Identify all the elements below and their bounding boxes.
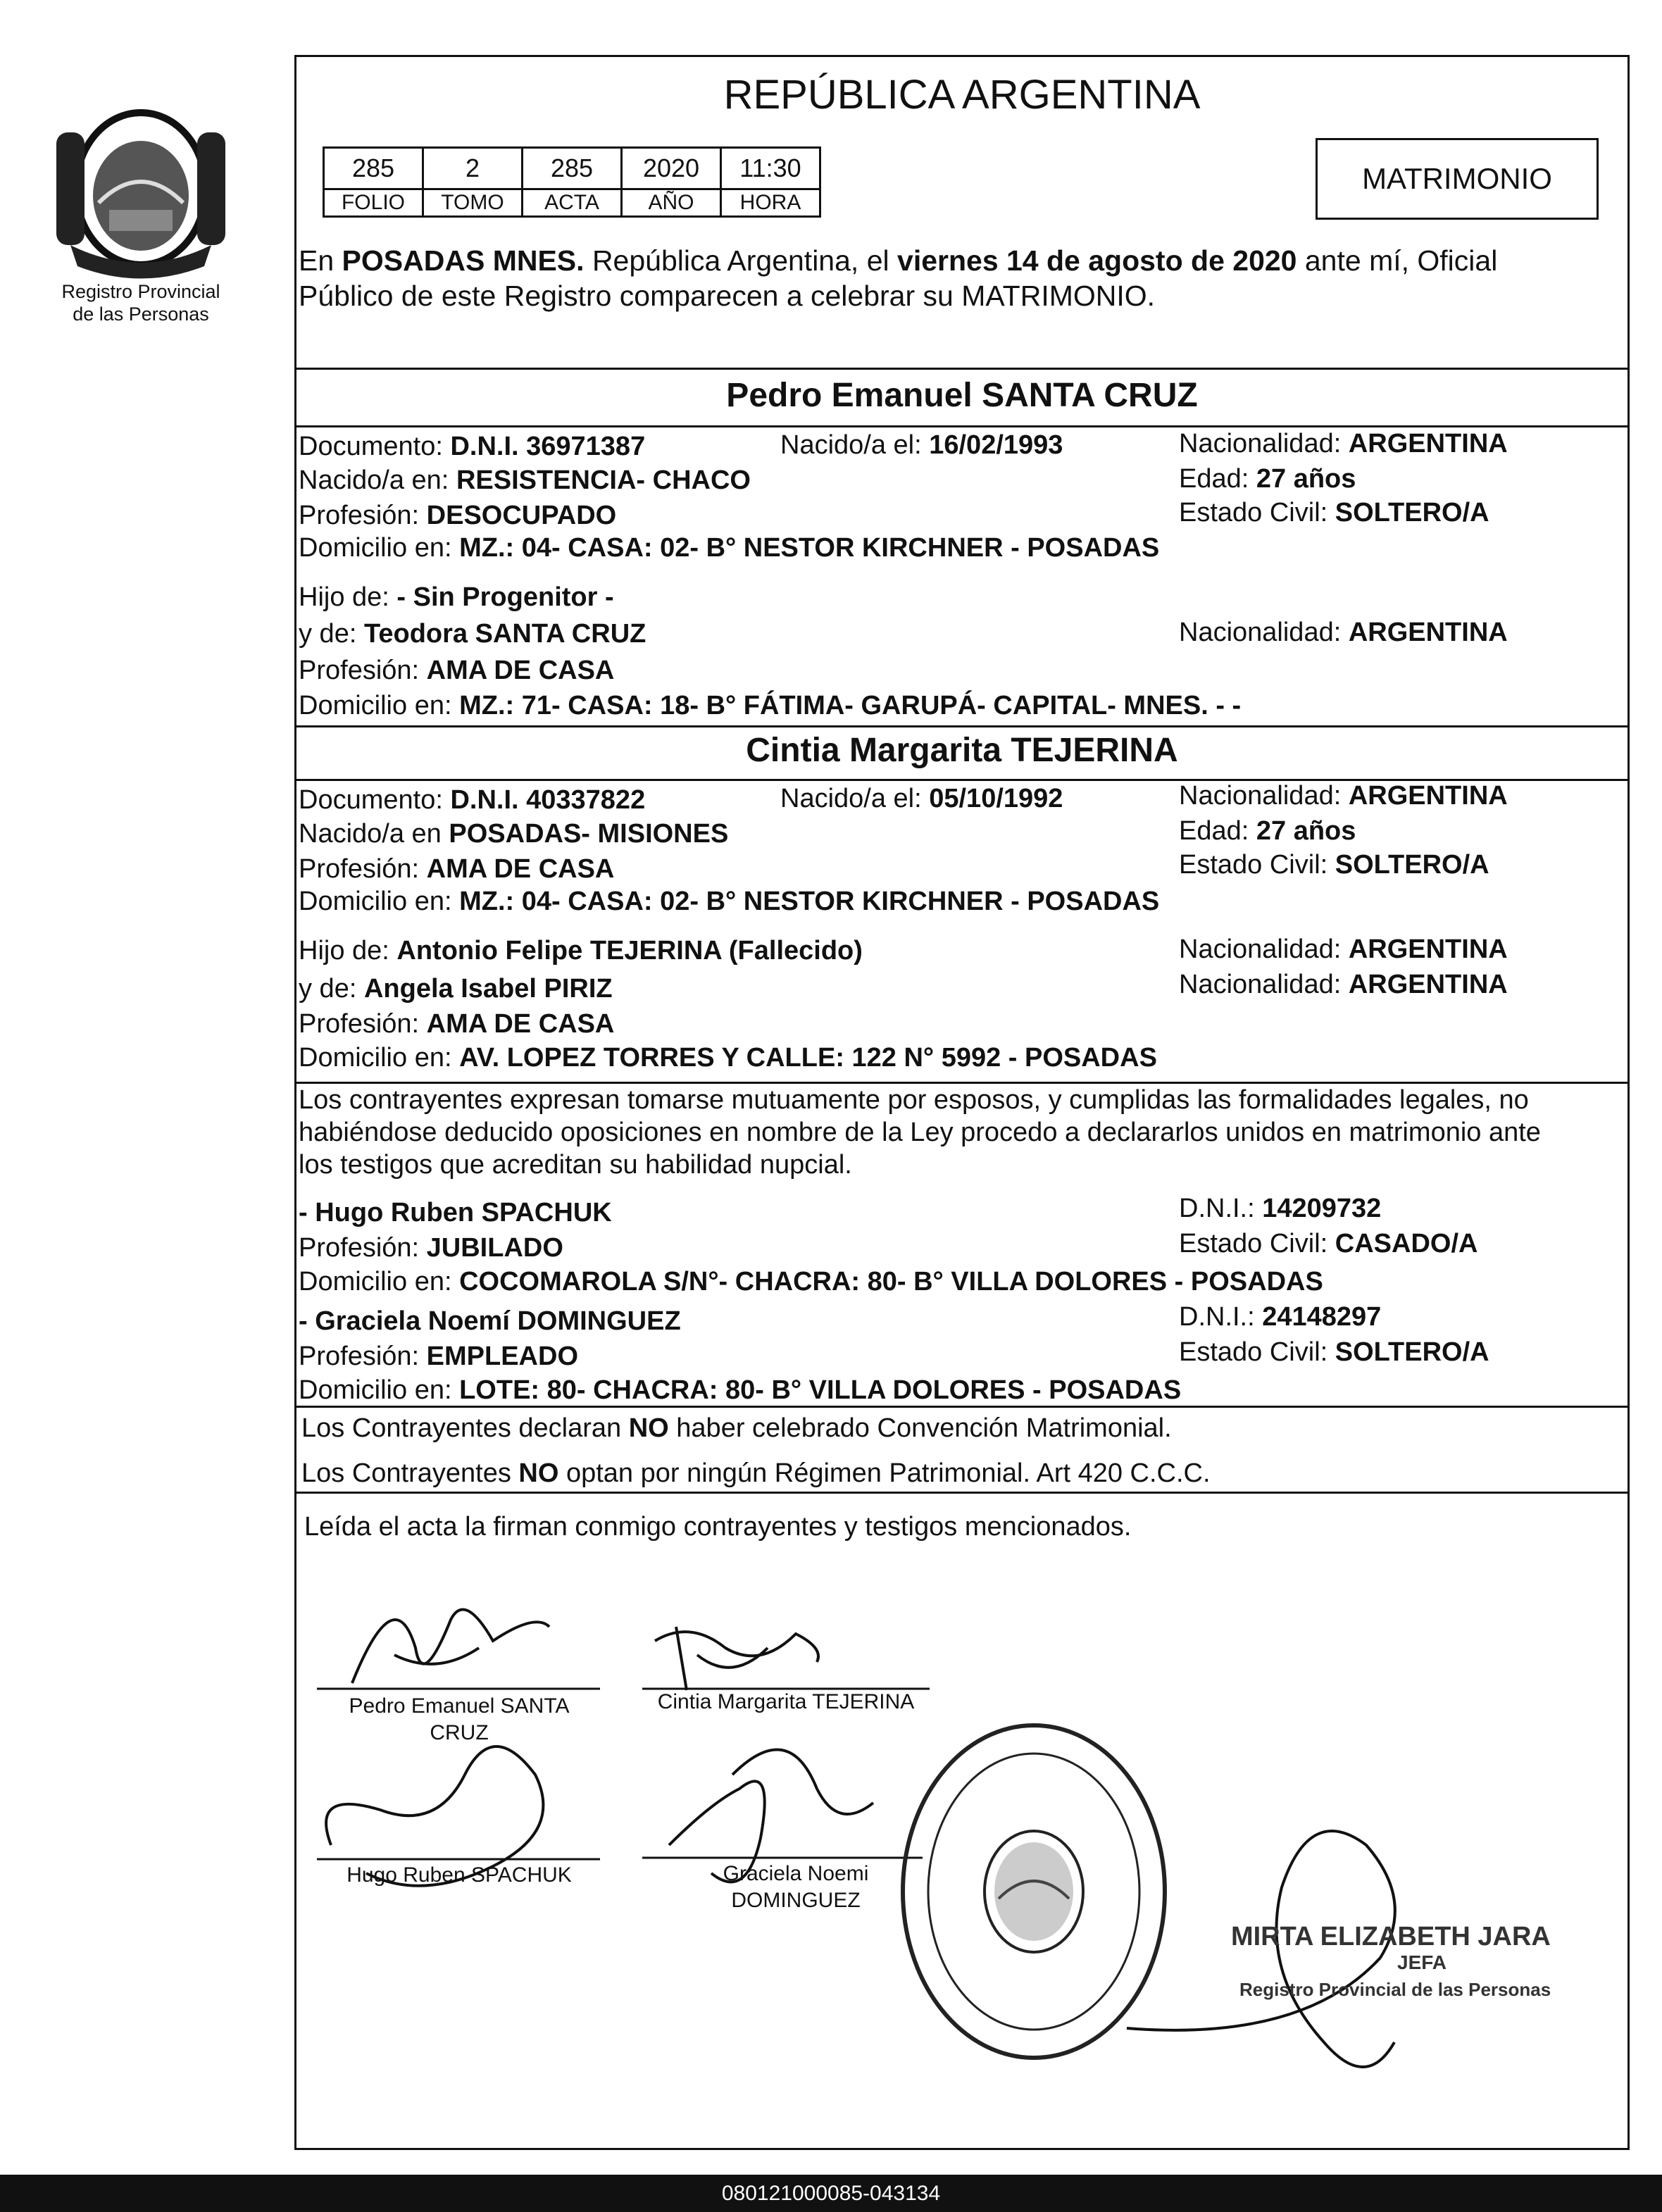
spouse1-parent-address: Domicilio en: MZ.: 71- CASA: 18- B° FÁTIMA- GARUPÁ- CAPITAL- MNES. - - [299,691,1242,720]
convention-line: Los Contrayentes declaran NO haber celebrado Convención Matrimonial. [301,1413,1172,1443]
year-label: AÑO [622,189,721,217]
closing-text: Leída el acta la firman conmigo contrayentes y testigos mencionados. [304,1512,1132,1542]
intro-line-2: Público de este Registro comparecen a celebrar su MATRIMONIO. [299,280,1156,312]
spouse2-parent-profession: Profesión: AMA DE CASA [299,1009,615,1039]
tomo-value: 2 [423,148,523,189]
year-value: 2020 [622,148,721,189]
spouse1-civil-status: Estado Civil: SOLTERO/A [1179,498,1489,527]
spouse2-address: Domicilio en: MZ.: 04- CASA: 02- B° NESTOR KIRCHNER - POSADAS [299,887,1160,916]
signature-label-witness2 [690,1861,901,1913]
spouse1-parent-profession: Profesión: AMA DE CASA [299,656,615,685]
spouse1-address: Domicilio en: MZ.: 04- CASA: 02- B° NESTOR KIRCHNER - POSADAS [299,533,1160,563]
spouse2-parent-address: Domicilio en: AV. LOPEZ TORRES Y CALLE: 122 N° 5992 - POSADAS [299,1043,1157,1073]
witness1-name: - Hugo Ruben SPACHUK [299,1198,612,1227]
witness1-dni: D.N.I.: 14209732 [1179,1194,1382,1223]
tomo-label: TOMO [423,189,523,217]
document-code-bar: 080121000085-043134 [0,2175,1662,2212]
spouse1-profession: Profesión: DESOCUPADO [299,501,617,530]
spouse1-age: Edad: 27 años [1179,464,1356,494]
spouse1-mother-nationality: Nacionalidad: ARGENTINA [1179,618,1508,647]
spouse2-father: Hijo de: Antonio Felipe TEJERINA (Fallecido) [299,936,863,966]
folio-label: FOLIO [324,189,423,217]
signature-label-line: Graciela Noemi [723,1862,869,1885]
officer-stamp-name: MIRTA ELIZABETH JARA [1231,1922,1551,1951]
spouse1-birthdate: Nacido/a el: 16/02/1993 [780,430,1063,460]
signature-label-spouse1 [325,1693,593,1746]
spouse1-father: Hijo de: - Sin Progenitor - [299,582,614,612]
spouse2-mother: y de: Angela Isabel PIRIZ [299,974,613,1004]
witness1-profession: Profesión: JUBILADO [299,1233,563,1263]
signature-label-line: Pedro Emanuel SANTA [349,1694,570,1718]
official-seal [893,1716,1175,2068]
time-value: 11:30 [721,148,820,189]
witness2-civil-status: Estado Civil: SOLTERO/A [1179,1337,1489,1367]
signature-label-line: DOMINGUEZ [731,1888,861,1912]
witness2-profession: Profesión: EMPLEADO [299,1342,579,1371]
signature-label-line: CRUZ [430,1720,489,1744]
spouse1-mother: y de: Teodora SANTA CRUZ [299,619,646,649]
spouse2-birthdate: Nacido/a el: 05/10/1992 [780,784,1063,813]
witness2-address: Domicilio en: LOTE: 80- CHACRA: 80- B° VILLA DOLORES - POSADAS [299,1375,1182,1405]
spouse2-profession: Profesión: AMA DE CASA [299,854,615,884]
spouse2-birthplace: Nacido/a en POSADAS- MISIONES [299,819,729,849]
officer-stamp-office: Registro Provincial de las Personas [1239,1979,1551,2000]
spouse2-father-nationality: Nacionalidad: ARGENTINA [1179,935,1508,964]
spouse1-birthplace: Nacido/a en: RESISTENCIA- CHACO [299,465,751,495]
intro-line-1: En POSADAS MNES. República Argentina, el viernes 14 de agosto de 2020 ante mí, Oficial [299,244,1498,277]
signature-label-spouse2: Cintia Margarita TEJERINA [657,1690,915,1713]
spouse1-name: Pedro Emanuel SANTA CRUZ [726,377,1198,414]
witness2-dni: D.N.I.: 24148297 [1179,1302,1382,1332]
spouse2-nationality: Nacionalidad: ARGENTINA [1179,781,1508,811]
registry-line-2: de las Personas [73,304,209,325]
declaration-line-1: Los contrayentes expresan tomarse mutuamente por esposos, y cumplidas las formalidades legales, no [299,1085,1529,1115]
regime-line: Los Contrayentes NO optan por ningún Régimen Patrimonial. Art 420 C.C.C. [301,1458,1211,1488]
spouse2-civil-status: Estado Civil: SOLTERO/A [1179,850,1489,880]
spouse1-nationality: Nacionalidad: ARGENTINA [1179,429,1508,458]
country-title: REPÚBLICA ARGENTINA [723,72,1201,118]
registry-line-1: Registro Provincial [61,281,220,302]
declaration-line-2: habiéndose deducido oposiciones en nombre de la Ley procedo a declararlos unidos en matrimonio ante [299,1118,1541,1147]
spouse2-document: Documento: D.N.I. 40337822 [299,785,646,815]
time-label: HORA [721,189,820,217]
spouse1-document: Documento: D.N.I. 36971387 [299,432,646,461]
act-type-box: MATRIMONIO [1316,138,1599,220]
declaration-line-3: los testigos que acreditan su habilidad nupcial. [299,1150,852,1180]
acta-value: 285 [523,148,622,189]
spouse2-age: Edad: 27 años [1179,816,1356,846]
spouse2-mother-nationality: Nacionalidad: ARGENTINA [1179,970,1508,999]
witness1-civil-status: Estado Civil: CASADO/A [1179,1229,1478,1258]
folio-value: 285 [324,148,423,189]
witness1-address: Domicilio en: COCOMAROLA S/N°- CHACRA: 80- B° VILLA DOLORES - POSADAS [299,1267,1323,1296]
acta-label: ACTA [523,189,622,217]
signature-label-witness1: Hugo Ruben SPACHUK [346,1863,572,1887]
witness2-name: - Graciela Noemí DOMINGUEZ [299,1306,681,1336]
spouse2-name: Cintia Margarita TEJERINA [746,732,1178,769]
officer-stamp-title: JEFA [1397,1951,1447,1973]
